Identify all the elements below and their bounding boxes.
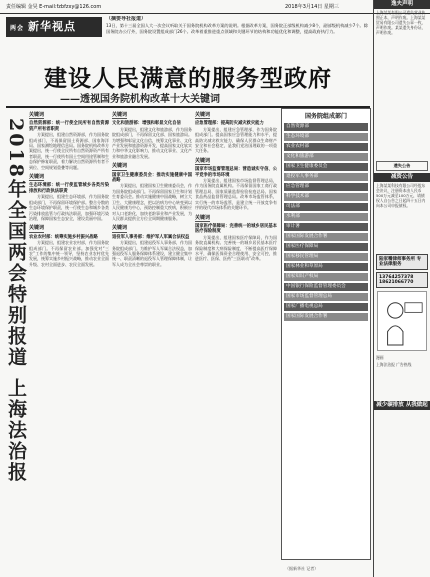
- ministry-label: 水利部: [284, 213, 368, 221]
- section-paragraph: 方案提出，组建国家市场监督管理总局，作为国务院直属机构。不再保留国家工商行政管理总局、国家质量监督检验检疫总局、国家食品药品监督管理总局。改革市场监管体系，实行统一的市场监管，是建立统一开放竞争有序的现代市场体系的关键环节。: [195, 178, 277, 211]
- section-paragraph: 方案提出，组建自然资源部，作为国务院组成部门，不再保留国土资源部、国家海洋局、国家测绘地理信息局。国务院机构改革方案提出，统一行使全民所有自然资源资产所有者职责，统一行使所有国土空间用途管制和生态保护修复职责，着力解决自然资源所有者不到位、空间规划重叠等问题。: [29, 132, 109, 170]
- ministry-label: 国家医疗保障局: [284, 243, 368, 251]
- ministry-label: 中国银行保险监督管理委员会: [284, 283, 368, 291]
- ministry-label: 科学技术部: [284, 193, 368, 201]
- chart-row: [284, 192, 368, 201]
- section-paragraph: 方案提出，组建农业农村部，作为国务院组成部门。不再保留农业部。加强党对“三农”工作的集中统一领导，坚持农业农村优先发展，统筹实施乡村振兴战略，推动农业全面升级、农村全面进步、农民全面发展。: [29, 240, 109, 267]
- keyword-label: 关键词: [112, 163, 128, 170]
- chart-row: [284, 242, 368, 251]
- ministry-label: 应急管理部: [284, 183, 368, 191]
- chart-row: [284, 292, 368, 301]
- section-paragraph: 方案提出，组建应急管理部，作为国务院组成部门。提高国家应急管理能力和水平，提高防灾减灾救灾能力，确保人民群众生命财产安全和社会稳定，是我们党治国理政的一项重大任务。: [195, 126, 277, 154]
- side-logo: 上海法治报: [5, 377, 27, 483]
- keyword-label: 关键词: [29, 174, 45, 181]
- cartoon-image: [377, 291, 427, 351]
- cartoon-caption: 漫画: [376, 354, 384, 360]
- section-heading: 生态环境部：统一行使监管城乡各类污染排放和行政执法职责: [29, 183, 109, 194]
- subheadline: ——透视国务院机构改革十大关键词: [60, 94, 220, 105]
- section-paragraph: 方案提出，组建生态环境部，作为国务院组成部门，不再保留环境保护部。整合分散的生态环境保护职责，统一行使生态和城乡各类污染排放监管与行政执法职责，加强环境污染治理，保障国家生态安全，建设美丽中国。: [29, 194, 109, 221]
- chart-row: [284, 162, 368, 171]
- section-heading: 文化和旅游部：增强和彰显文化自信: [112, 121, 181, 127]
- keyword-label: 关键词: [195, 112, 211, 118]
- badge-main: 新华视点: [28, 20, 77, 33]
- section-heading: 国家卫生健康委员会：推动实施健康中国战略: [112, 172, 192, 184]
- chart-row: [284, 302, 368, 311]
- ministry-label: 国家卫生健康委员会: [284, 163, 368, 171]
- ad-notice: 上海法治报 广告热线: [376, 361, 412, 367]
- ministry-label: 国家林业和草原局: [284, 263, 368, 271]
- notice-box: 遗失公告: [376, 161, 428, 171]
- law-firm-ad: 陆家嘴律师事务所 专业法律服务: [376, 254, 428, 270]
- section-heading: 自然资源部：统一行使全民所有自然资源资产所有者职责: [29, 121, 109, 132]
- keyword-label: 关键词: [112, 225, 128, 232]
- article-column-2: [112, 110, 192, 572]
- section-paragraph: 方案提出，组建退役军人事务部，作为国务院组成部门。为维护军人军属合法权益，加强退役军人服务保障体系建设，建立健全集中统一、职责清晰的退役军人管理保障体制，让军人成为全社会尊崇的职业。: [112, 240, 192, 267]
- chart-row: [284, 172, 368, 181]
- chart-row: [284, 212, 368, 221]
- header-right: 2018年3月14日 星期三: [285, 4, 339, 10]
- capital-reduction-heading: 减资公告: [374, 173, 430, 182]
- section-paragraph: 方案提出，组建国家卫生健康委员会，作为国务院组成部门。不再保留国家卫生和计划生育委员会。推动实施健康中国战略，树立大卫生、大健康理念，把以治病为中心转变到以人民健康为中心，预防控制重大疾病，积极应对人口老龄化，加快老龄事业和产业发展，为人民群众提供全方位全周期健康服务。: [112, 183, 192, 221]
- ministry-label: 文化和旅游部: [284, 153, 368, 161]
- keyword-label: 关键词: [112, 112, 128, 118]
- section-heading: 农业农村部：统筹实施乡村振兴战略: [29, 234, 98, 240]
- section-heading: 应急管理部：提高防灾减灾救灾能力: [195, 121, 264, 127]
- byline: （据新华社 记者）: [285, 566, 319, 571]
- chart-row: [284, 132, 368, 141]
- ministry-label: 自然资源部: [284, 123, 368, 131]
- header-left: 责任编辑 金昊 E-mail:fzbfzxy@126.com: [6, 4, 102, 10]
- section-badge: [6, 17, 102, 37]
- chart-row: [284, 182, 368, 191]
- ministry-label: 国家国际发展合作署: [284, 233, 368, 241]
- chart-row: [284, 222, 368, 231]
- chart-row: [284, 272, 368, 281]
- chart-row: [284, 262, 368, 271]
- keyword-label: 关键词: [29, 225, 45, 232]
- section-heading: 国家市场监督管理总局：营造诚实守信、公平竞争的市场环境: [195, 167, 277, 178]
- section-paragraph: 方案提出，组建国家医疗保障局，作为国务院直属机构。完善统一的城乡居民基本医疗保险制度和大病保险制度，不断提高医疗保障水平，确保医保资金合理使用、安全可控，推进医疗、医保、医药“三医联动”改革。: [195, 234, 277, 262]
- right-ad-column: [373, 0, 430, 577]
- ministry-label: 农业农村部: [284, 143, 368, 151]
- chart-row: [284, 142, 368, 151]
- headline: 建设人民满意的服务型政府: [44, 66, 332, 92]
- chart-row: [284, 252, 368, 261]
- chart-row: [284, 202, 368, 211]
- ministry-label: 国家市场监督管理总局: [284, 293, 368, 301]
- page-header: [0, 0, 430, 14]
- keyword-label: 关键词: [195, 157, 211, 164]
- keyword-label: 关键词: [29, 112, 45, 118]
- article-column-1: [29, 110, 109, 572]
- section-heading: 国家医疗保障局：完善统一的城乡居民基本医疗保险制度: [195, 223, 277, 235]
- section-paragraph: 方案提出，组建文化和旅游部，作为国务院组成部门，不再保留文化部、国家旅游局。为增强和彰显文化自信，统筹文化事业、文化产业发展和旅游资源开发，提高国家文化软实力和中华文化影响力，推动文化事业、文化产业和旅游业融合发展。: [112, 126, 192, 159]
- bottom-slogan: 减少碳排放 从我做起: [374, 401, 430, 410]
- quote-label: （摘要导社报道）: [106, 16, 147, 22]
- article-column-3: [195, 110, 277, 572]
- side-banner-text: 2018年全国两会特别报道: [5, 118, 27, 368]
- ministry-label: 国家国际发展合作署: [284, 313, 368, 321]
- lead-quote: [106, 16, 371, 66]
- badge-small: 两会: [10, 25, 25, 32]
- keyword-label: 关键词: [195, 214, 211, 221]
- ministry-label: 国家移民管理局: [284, 253, 368, 261]
- ministry-chart: [281, 108, 371, 560]
- ministry-label: 审计署: [284, 223, 368, 231]
- phone-ad: 13764257378 18621066770: [376, 272, 428, 288]
- ministry-label: 生态环境部: [284, 133, 368, 141]
- chart-row: [284, 232, 368, 241]
- chart-row: [284, 152, 368, 161]
- ministry-label: 司法部: [284, 203, 368, 211]
- chart-rows: [282, 122, 370, 321]
- chart-heading: 国务院组成部门: [304, 113, 347, 120]
- capital-reduction-text: 上海某某科技有限公司经股东会决议，注册资本由人民币500万元减至100万元，请债权人自公告之日起四十五日内向本公司申报债权。: [376, 182, 426, 208]
- ministry-label: 退役军人事务部: [284, 173, 368, 181]
- notice-heading: 逸夫声明: [374, 0, 430, 9]
- ministry-label: 国家广播电视总局: [284, 303, 368, 311]
- quote-text: 13日，第十三届全国人大一次会议听取关于国务院机构改革方案的说明。根据改革方案，国务院正部级机构减少8个，副部级机构减少7个。除国务院办公厅外，国务院设置组成部门26个。改革着重推进重点领域和关键环节的结构和功能优化和调整，提高政府执行力。: [106, 23, 368, 35]
- section-heading: 退役军人事务部：维护军人军属合法权益: [112, 234, 190, 240]
- side-banner: [3, 118, 27, 558]
- ministry-label: 国家知识产权局: [284, 273, 368, 281]
- chart-row: [284, 282, 368, 291]
- cartoon-icon: [378, 292, 426, 350]
- notice-text: 上海某某有限公司遗失营业执照正本，声明作废。上海某某贸易有限公司遗失公章一枚，声明作废。某某遗失身份证，声明作废。: [376, 10, 426, 35]
- chart-row: [284, 312, 368, 321]
- chart-row: [284, 122, 368, 131]
